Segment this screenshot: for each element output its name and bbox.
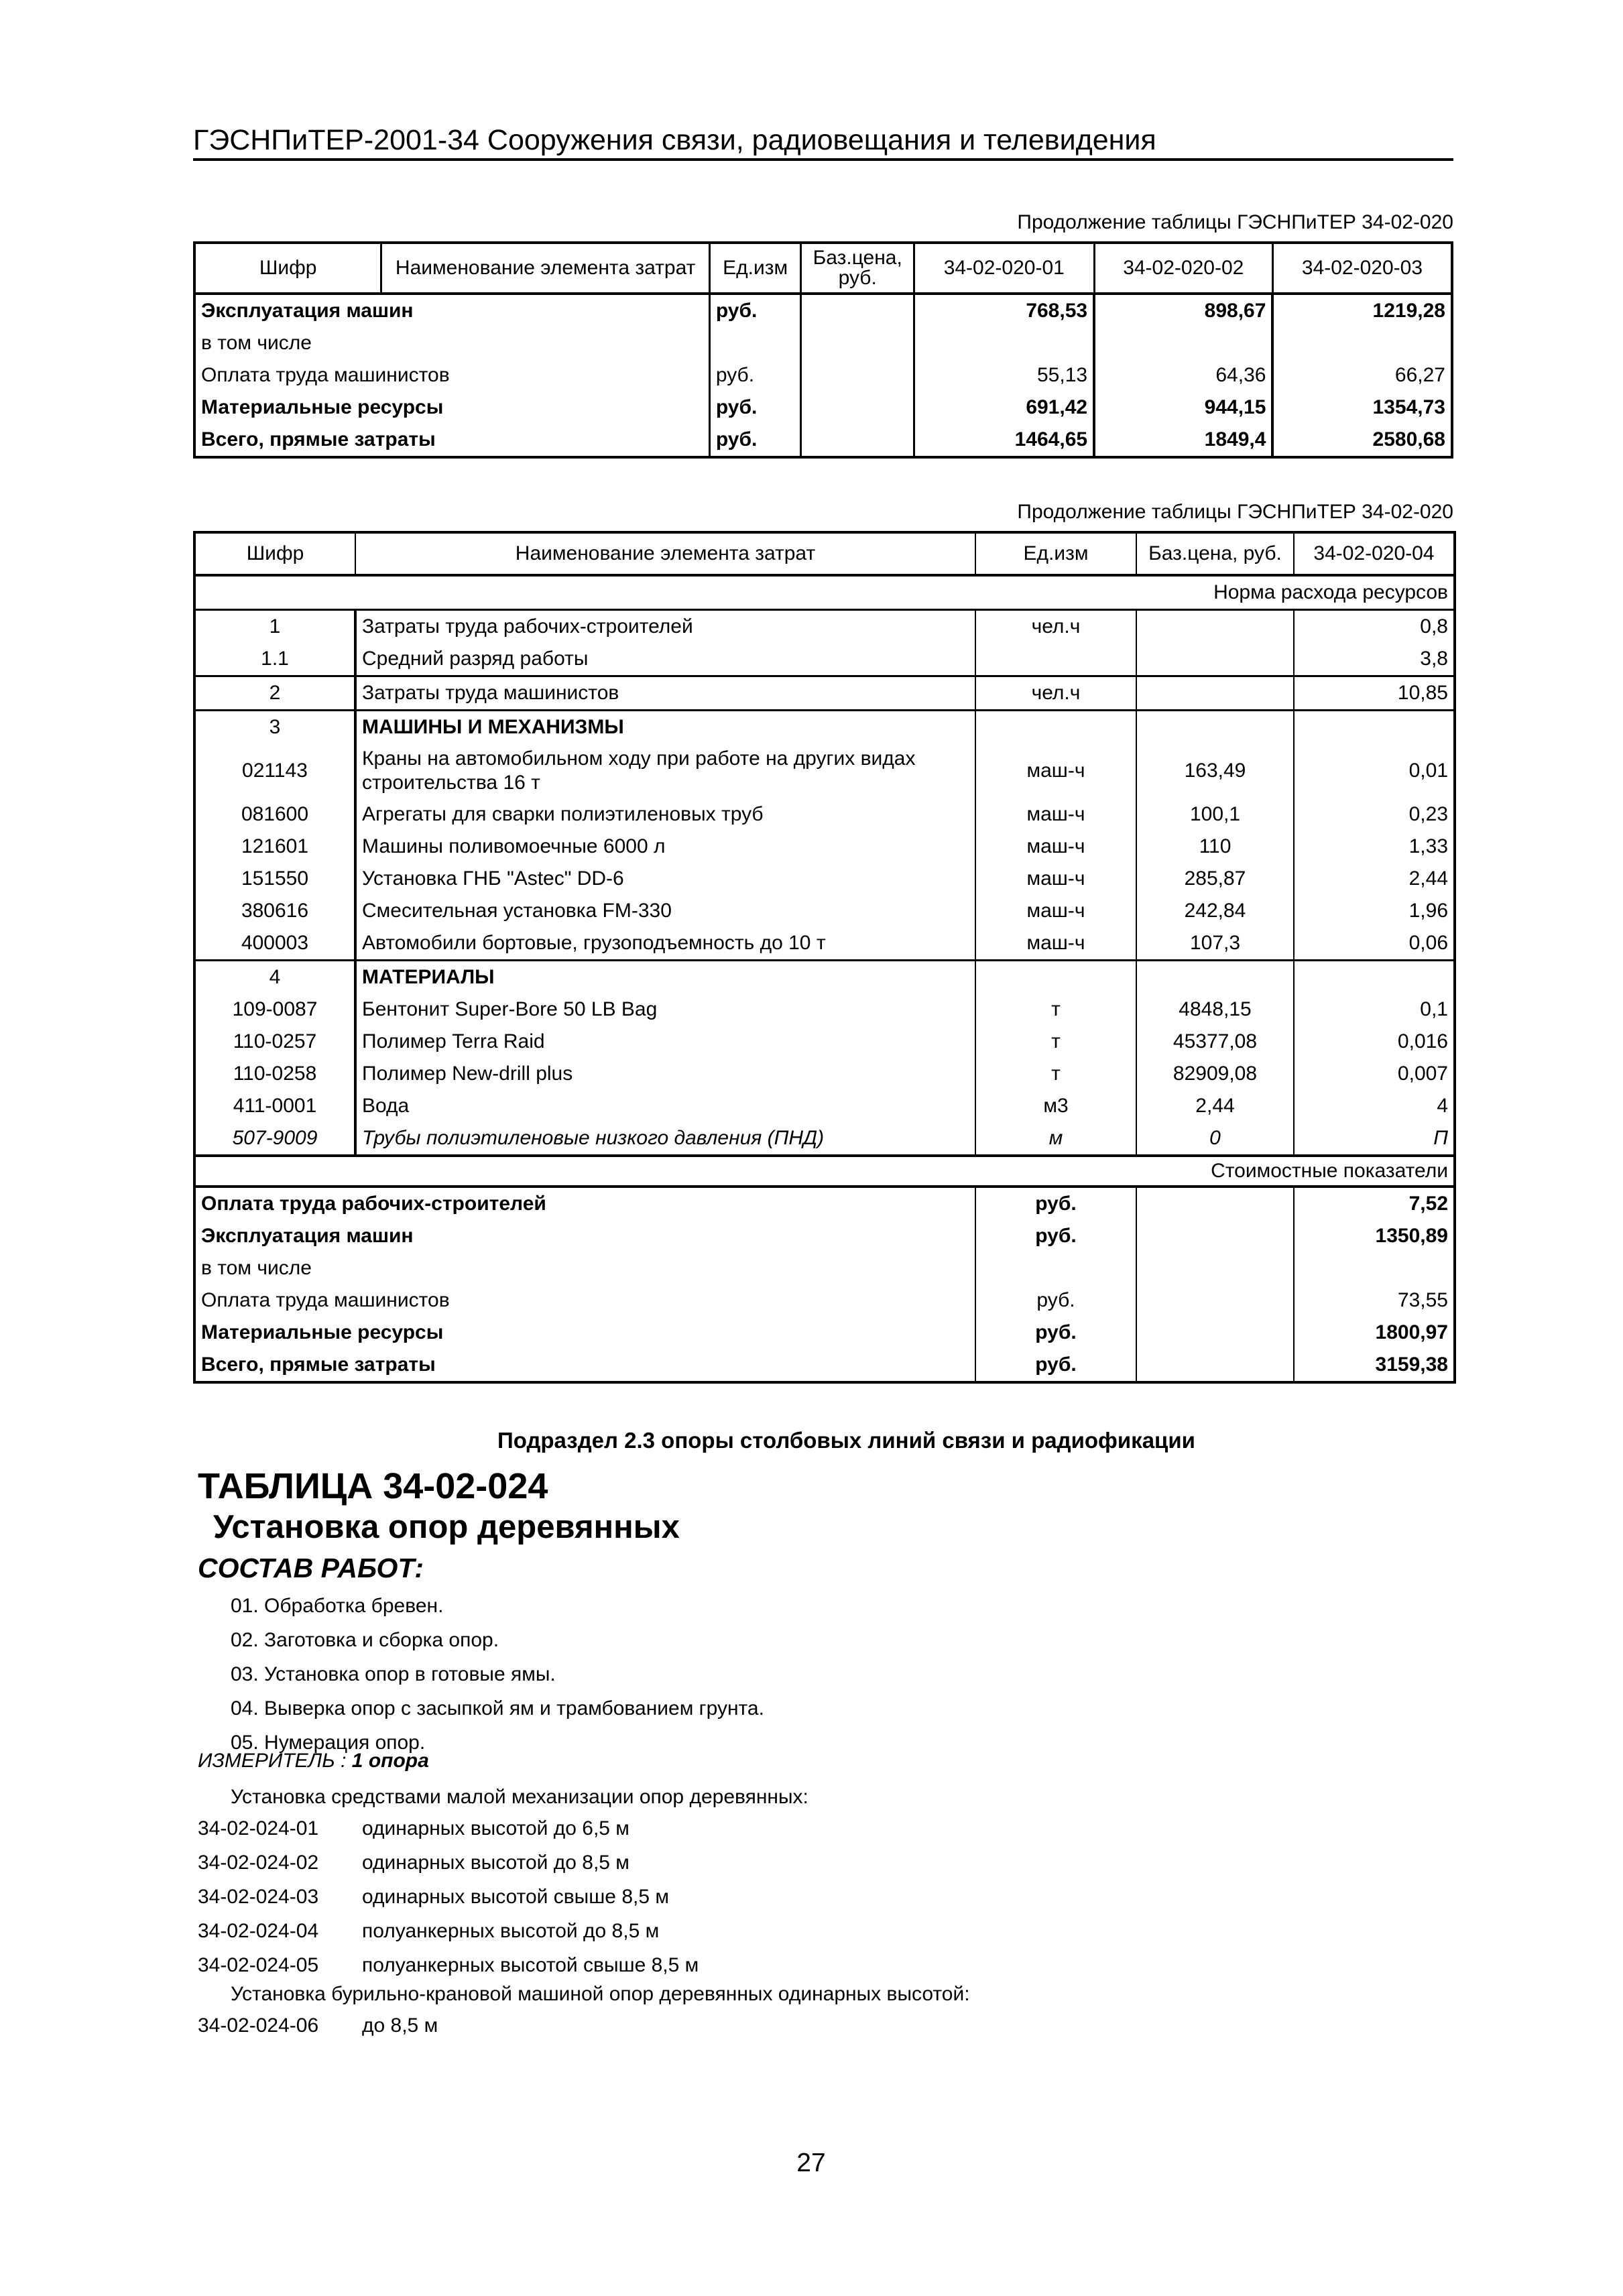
row-code: 121601 (194, 831, 355, 863)
table-row (194, 993, 1455, 1026)
row-name: Средний разряд работы (355, 643, 975, 676)
row-name: Материальные ресурсы (194, 391, 709, 424)
row-value: 2,44 (1294, 863, 1455, 895)
row-value: 1849,4 (1094, 424, 1272, 457)
works-list (231, 1589, 764, 1760)
row-code: 1 (194, 610, 355, 644)
col-header-020-04: 34-02-020-04 (1294, 532, 1455, 575)
row-name: Установка ГНБ "Astec" DD-6 (355, 863, 975, 895)
table-row (194, 327, 1452, 359)
row-base: 82909,08 (1136, 1058, 1294, 1090)
row-unit: т (975, 993, 1136, 1026)
row-value (1094, 327, 1272, 359)
row-value (1294, 711, 1455, 744)
row-base (1136, 610, 1294, 644)
item-text: одинарных высотой до 6,5 м (362, 1817, 629, 1839)
row-base (801, 327, 914, 359)
row-unit: маш-ч (975, 863, 1136, 895)
table-header-row (194, 243, 1452, 294)
row-base: 4848,15 (1136, 993, 1294, 1026)
row-base: 285,87 (1136, 863, 1294, 895)
row-code: 380616 (194, 895, 355, 927)
row-unit: маш-ч (975, 895, 1136, 927)
col-header-020-03: 34-02-020-03 (1272, 243, 1452, 294)
page-number: 27 (796, 2149, 826, 2177)
row-code: 021143 (194, 743, 355, 798)
subsection-heading: Подраздел 2.3 опоры столбовых линий связи и радиофикации (497, 1428, 1195, 1453)
totals-row (194, 1187, 1455, 1220)
row-value: 64,36 (1094, 359, 1272, 391)
table-row (194, 1122, 1455, 1156)
item-code: 34-02-024-03 (198, 1886, 319, 1908)
row-base (1136, 961, 1294, 994)
row-name: Бентонит Super-Bore 50 LB Bag (355, 993, 975, 1026)
row-unit: т (975, 1058, 1136, 1090)
row-name: Вода (355, 1090, 975, 1122)
row-base: 107,3 (1136, 927, 1294, 961)
row-base: 100,1 (1136, 798, 1294, 831)
table-row (194, 359, 1452, 391)
row-unit (709, 327, 801, 359)
total-name: Оплата труда машинистов (194, 1284, 975, 1317)
col-header-unit: Ед.изм (975, 532, 1136, 575)
col-header-name: Наименование элемента затрат (381, 243, 709, 294)
row-value: 0,01 (1294, 743, 1455, 798)
item-text: одинарных высотой до 8,5 м (362, 1852, 629, 1874)
table-header-row (194, 532, 1455, 575)
total-value: 73,55 (1294, 1284, 1455, 1317)
item-text: полуанкерных высотой свыше 8,5 м (362, 1954, 699, 1976)
meter-line (198, 1750, 429, 1772)
total-value (1294, 1252, 1455, 1284)
item-code: 34-02-024-05 (198, 1954, 319, 1976)
cost-table-1 (193, 241, 1453, 459)
row-value: 768,53 (914, 294, 1094, 327)
row-value: 55,13 (914, 359, 1094, 391)
row-value: 0,23 (1294, 798, 1455, 831)
row-value: 0,1 (1294, 993, 1455, 1026)
total-name: Эксплуатация машин (194, 1220, 975, 1252)
totals-row (194, 1284, 1455, 1317)
row-unit: чел.ч (975, 676, 1136, 711)
totals-row (194, 1252, 1455, 1284)
total-unit (975, 1252, 1136, 1284)
table-row (194, 391, 1452, 424)
row-name: МАШИНЫ И МЕХАНИЗМЫ (355, 711, 975, 744)
row-name: Краны на автомобильном ходу при работе на других видах строительства 16 т (355, 743, 975, 798)
row-unit: руб. (709, 359, 801, 391)
table-row (194, 1026, 1455, 1058)
row-unit: маш-ч (975, 927, 1136, 961)
row-unit: чел.ч (975, 610, 1136, 644)
row-name: Смесительная установка FM-330 (355, 895, 975, 927)
total-name: Оплата труда рабочих-строителей (194, 1187, 975, 1220)
row-base (801, 391, 914, 424)
table-title: ТАБЛИЦА 34-02-024 (198, 1466, 548, 1506)
list-item: 03. Установка опор в готовые ямы. (231, 1663, 556, 1685)
row-name: Затраты труда машинистов (355, 676, 975, 711)
row-value: 898,67 (1094, 294, 1272, 327)
row-value: 3,8 (1294, 643, 1455, 676)
row-code: 110-0257 (194, 1026, 355, 1058)
row-code: 2 (194, 676, 355, 711)
table-row (194, 743, 1455, 798)
row-base (1136, 711, 1294, 744)
totals-row (194, 1220, 1455, 1252)
row-name: Оплата труда машинистов (194, 359, 709, 391)
intro-small-mechanization: Установка средствами малой механизации опор деревянных: (231, 1786, 808, 1808)
row-name: Затраты труда рабочих-строителей (355, 610, 975, 644)
list-item (198, 1948, 699, 1982)
total-unit: руб. (975, 1187, 1136, 1220)
row-name: Трубы полиэтиленовые низкого давления (ПНД) (355, 1122, 975, 1156)
row-name: Автомобили бортовые, грузоподъемность до 10 т (355, 927, 975, 961)
total-value: 1800,97 (1294, 1317, 1455, 1349)
total-value: 1350,89 (1294, 1220, 1455, 1252)
row-code: 109-0087 (194, 993, 355, 1026)
row-value: 1219,28 (1272, 294, 1452, 327)
norm-label: Норма расхода ресурсов (194, 575, 1455, 610)
row-value: 691,42 (914, 391, 1094, 424)
section-row (194, 961, 1455, 994)
row-name: МАТЕРИАЛЫ (355, 961, 975, 994)
meter-value: 1 опора (351, 1750, 429, 1772)
total-value: 3159,38 (1294, 1349, 1455, 1382)
row-value: 66,27 (1272, 359, 1452, 391)
item-code: 34-02-024-04 (198, 1920, 319, 1942)
total-name: Материальные ресурсы (194, 1317, 975, 1349)
item-text: до 8,5 м (362, 2014, 438, 2037)
col-header-base-price: Баз.цена, руб. (801, 243, 914, 294)
list-item (198, 1846, 699, 1880)
table-row (194, 798, 1455, 831)
row-code: 4 (194, 961, 355, 994)
row-base (801, 359, 914, 391)
row-value: 0,06 (1294, 927, 1455, 961)
item-text: полуанкерных высотой до 8,5 м (362, 1920, 660, 1942)
row-code: 081600 (194, 798, 355, 831)
list-item: 01. Обработка бревен. (231, 1595, 444, 1617)
row-value (914, 327, 1094, 359)
row-value: П (1294, 1122, 1455, 1156)
row-code: 1.1 (194, 643, 355, 676)
col-header-name: Наименование элемента затрат (355, 532, 975, 575)
row-base (801, 424, 914, 457)
total-unit: руб. (975, 1220, 1136, 1252)
row-unit: маш-ч (975, 743, 1136, 798)
row-base: 163,49 (1136, 743, 1294, 798)
table-name: Установка опор деревянных (213, 1509, 680, 1545)
row-code: 411-0001 (194, 1090, 355, 1122)
list-item (198, 1914, 699, 1948)
total-value: 7,52 (1294, 1187, 1455, 1220)
col-header-020-01: 34-02-020-01 (914, 243, 1094, 294)
row-code: 3 (194, 711, 355, 744)
row-value (1272, 327, 1452, 359)
row-base: 2,44 (1136, 1090, 1294, 1122)
row-code: 400003 (194, 927, 355, 961)
item-code: 34-02-024-01 (198, 1817, 319, 1839)
list-item: 05. Нумерация опор. (231, 1732, 426, 1754)
row-name: Полимер New-drill plus (355, 1058, 975, 1090)
total-name: в том числе (194, 1252, 975, 1284)
row-code: 151550 (194, 863, 355, 895)
table-row (194, 1058, 1455, 1090)
row-value: 0,016 (1294, 1026, 1455, 1058)
table-row (194, 927, 1455, 961)
item-code: 34-02-024-02 (198, 1852, 319, 1874)
row-value: 0,007 (1294, 1058, 1455, 1090)
table-row (194, 895, 1455, 927)
row-unit (975, 961, 1136, 994)
row-unit: руб. (709, 294, 801, 327)
row-name: Всего, прямые затраты (194, 424, 709, 457)
row-value: 1,96 (1294, 895, 1455, 927)
table1-caption: Продолжение таблицы ГЭСНПиТЕР 34-02-020 (1017, 211, 1453, 233)
table-row (194, 831, 1455, 863)
total-unit: руб. (975, 1284, 1136, 1317)
row-unit: м (975, 1122, 1136, 1156)
row-value: 1354,73 (1272, 391, 1452, 424)
row-base: 242,84 (1136, 895, 1294, 927)
list-item (198, 2008, 438, 2043)
list-item: 02. Заготовка и сборка опор. (231, 1629, 499, 1651)
row-value (1294, 961, 1455, 994)
row-unit: маш-ч (975, 798, 1136, 831)
row-unit (975, 711, 1136, 744)
norm-label-row (194, 575, 1455, 610)
intro-drilling-crane: Установка бурильно-крановой машиной опор деревянных одинарных высотой: (231, 1983, 970, 2005)
row-value: 1464,65 (914, 424, 1094, 457)
col-header-code: Шифр (194, 243, 381, 294)
cost-label-row (194, 1156, 1455, 1187)
codes-list-1 (198, 1811, 699, 1982)
codes-list-2 (198, 2008, 438, 2043)
row-unit: маш-ч (975, 831, 1136, 863)
item-code: 34-02-024-06 (198, 2014, 319, 2037)
works-title: СОСТАВ РАБОТ: (198, 1553, 424, 1583)
table-row (194, 424, 1452, 457)
total-unit: руб. (975, 1349, 1136, 1382)
row-value: 4 (1294, 1090, 1455, 1122)
total-unit: руб. (975, 1317, 1136, 1349)
table-row (194, 643, 1455, 676)
col-header-code: Шифр (194, 532, 355, 575)
row-code: 110-0258 (194, 1058, 355, 1090)
row-code: 507-9009 (194, 1122, 355, 1156)
row-base (1136, 676, 1294, 711)
row-unit: м3 (975, 1090, 1136, 1122)
meter-label: ИЗМЕРИТЕЛЬ : (198, 1750, 347, 1772)
table-row (194, 610, 1455, 644)
total-name: Всего, прямые затраты (194, 1349, 975, 1382)
table-row (194, 1090, 1455, 1122)
running-header: ГЭСНПиТЕР-2001-34 Сооружения связи, радиовещания и телевидения (193, 122, 1453, 161)
row-base: 110 (1136, 831, 1294, 863)
row-unit: т (975, 1026, 1136, 1058)
row-value: 10,85 (1294, 676, 1455, 711)
table-row (194, 863, 1455, 895)
list-item (198, 1811, 699, 1846)
row-unit: руб. (709, 424, 801, 457)
row-unit (975, 643, 1136, 676)
row-base (1136, 643, 1294, 676)
row-value: 944,15 (1094, 391, 1272, 424)
cost-table-2 (193, 531, 1456, 1384)
row-name: Агрегаты для сварки полиэтиленовых труб (355, 798, 975, 831)
totals-row (194, 1349, 1455, 1382)
row-base: 45377,08 (1136, 1026, 1294, 1058)
cost-label: Стоимостные показатели (194, 1156, 1455, 1187)
item-text: одинарных высотой свыше 8,5 м (362, 1886, 669, 1908)
row-name: в том числе (194, 327, 709, 359)
col-header-base-price: Баз.цена, руб. (1136, 532, 1294, 575)
col-header-020-02: 34-02-020-02 (1094, 243, 1272, 294)
col-header-unit: Ед.изм (709, 243, 801, 294)
table2-caption: Продолжение таблицы ГЭСНПиТЕР 34-02-020 (1017, 501, 1453, 523)
row-base: 0 (1136, 1122, 1294, 1156)
totals-row (194, 1317, 1455, 1349)
table-row (194, 294, 1452, 327)
row-name: Машины поливомоечные 6000 л (355, 831, 975, 863)
row-name: Полимер Terra Raid (355, 1026, 975, 1058)
row-name: Эксплуатация машин (194, 294, 709, 327)
row-unit: руб. (709, 391, 801, 424)
row-base (801, 294, 914, 327)
row-value: 1,33 (1294, 831, 1455, 863)
section-row (194, 711, 1455, 744)
table-row (194, 676, 1455, 711)
list-item (198, 1880, 699, 1914)
row-value: 0,8 (1294, 610, 1455, 644)
list-item: 04. Выверка опор с засыпкой ям и трамбованием грунта. (231, 1697, 764, 1719)
row-value: 2580,68 (1272, 424, 1452, 457)
